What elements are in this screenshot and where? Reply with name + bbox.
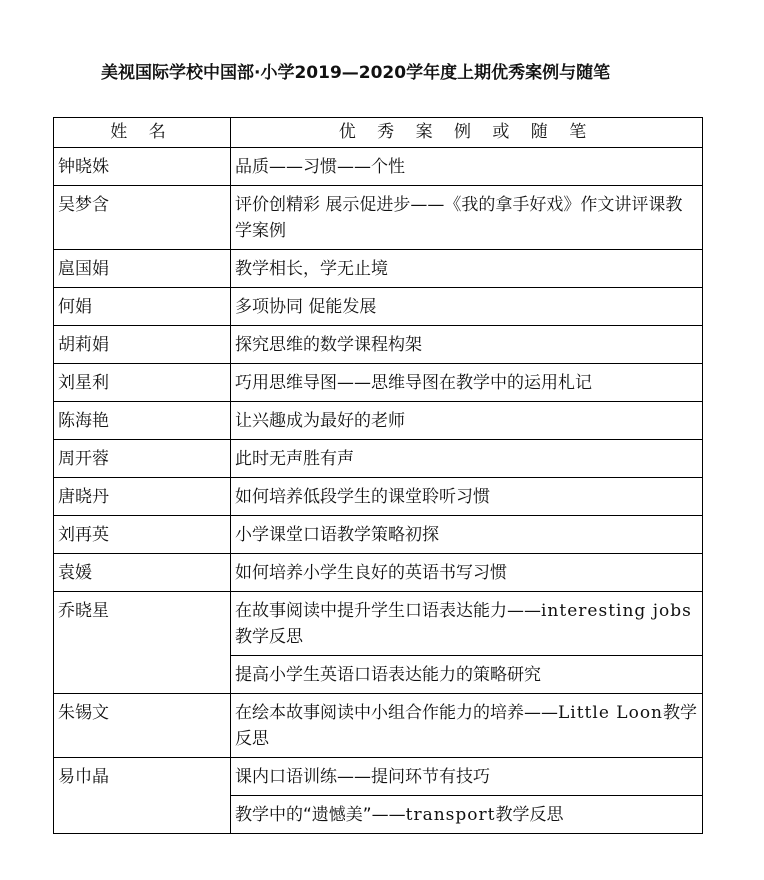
case-title: [231, 592, 703, 656]
teacher-name: 乔晓星: [54, 592, 231, 694]
case-title-text: 教学反思: [495, 805, 564, 825]
table-row: [54, 402, 703, 440]
table-row: [54, 478, 703, 516]
table-header-row: [54, 118, 703, 148]
teacher-name: 唐晓丹: [54, 478, 231, 516]
teacher-name: 胡莉娟: [54, 326, 231, 364]
teacher-name: 何娟: [54, 288, 231, 326]
table-row: [54, 440, 703, 478]
table-row: [54, 288, 703, 326]
case-title: [231, 694, 703, 758]
case-title: 教学相长，学无止境: [231, 250, 703, 288]
case-title-text: 教学中的“遗憾美”——: [235, 805, 406, 825]
case-title-text: 教学反思: [235, 703, 697, 749]
case-title: 提高小学生英语口语表达能力的策略研究: [231, 656, 703, 694]
table-row: [54, 148, 703, 186]
case-title: 探究思维的数学课程构架: [231, 326, 703, 364]
teacher-name: 朱锡文: [54, 694, 231, 758]
table-row: [54, 364, 703, 402]
case-title: 课内口语训练——提问环节有技巧: [231, 758, 703, 796]
teacher-name: 陈海艳: [54, 402, 231, 440]
case-title: 品质——习惯——个性: [231, 148, 703, 186]
case-title: 如何培养低段学生的课堂聆听习惯: [231, 478, 703, 516]
table-row: [54, 250, 703, 288]
teacher-name: 易巾晶: [54, 758, 231, 834]
table-row: [54, 694, 703, 758]
teacher-name: 刘星利: [54, 364, 231, 402]
header-name: 姓 名: [54, 118, 231, 148]
case-title-latin: transport: [405, 805, 496, 825]
table-row: [54, 186, 703, 250]
teacher-name: 刘再英: [54, 516, 231, 554]
teacher-name: 周开蓉: [54, 440, 231, 478]
header-case: 优 秀 案 例 或 随 笔: [231, 118, 703, 148]
case-title: 如何培养小学生良好的英语书写习惯: [231, 554, 703, 592]
case-title: 让兴趣成为最好的老师: [231, 402, 703, 440]
case-title: 评价创精彩 展示促进步——《我的拿手好戏》作文讲评课教学案例: [231, 186, 703, 250]
table-row: [54, 326, 703, 364]
teacher-name: 扈国娟: [54, 250, 231, 288]
page-title: 美视国际学校中国部·小学2019—2020学年度上期优秀案例与随笔: [101, 63, 611, 83]
case-title-latin: Little Loon: [558, 703, 663, 723]
cases-table: [53, 117, 703, 834]
teacher-name: 吴梦含: [54, 186, 231, 250]
case-title: 此时无声胜有声: [231, 440, 703, 478]
table-row: [54, 516, 703, 554]
case-title: 巧用思维导图——思维导图在教学中的运用札记: [231, 364, 703, 402]
teacher-name: 袁媛: [54, 554, 231, 592]
table-row: [54, 592, 703, 656]
table-row: [54, 758, 703, 796]
case-title-text: 在故事阅读中提升学生口语表达能力——: [235, 601, 541, 621]
table-row: [54, 554, 703, 592]
teacher-name: 钟晓姝: [54, 148, 231, 186]
case-title: 小学课堂口语教学策略初探: [231, 516, 703, 554]
case-title-text: 在绘本故事阅读中小组合作能力的培养——: [235, 703, 558, 723]
case-title: 多项协同 促能发展: [231, 288, 703, 326]
case-title-latin: interesting jobs: [541, 601, 692, 621]
case-title-text: 教学反思: [235, 627, 303, 647]
case-title: [231, 796, 703, 834]
